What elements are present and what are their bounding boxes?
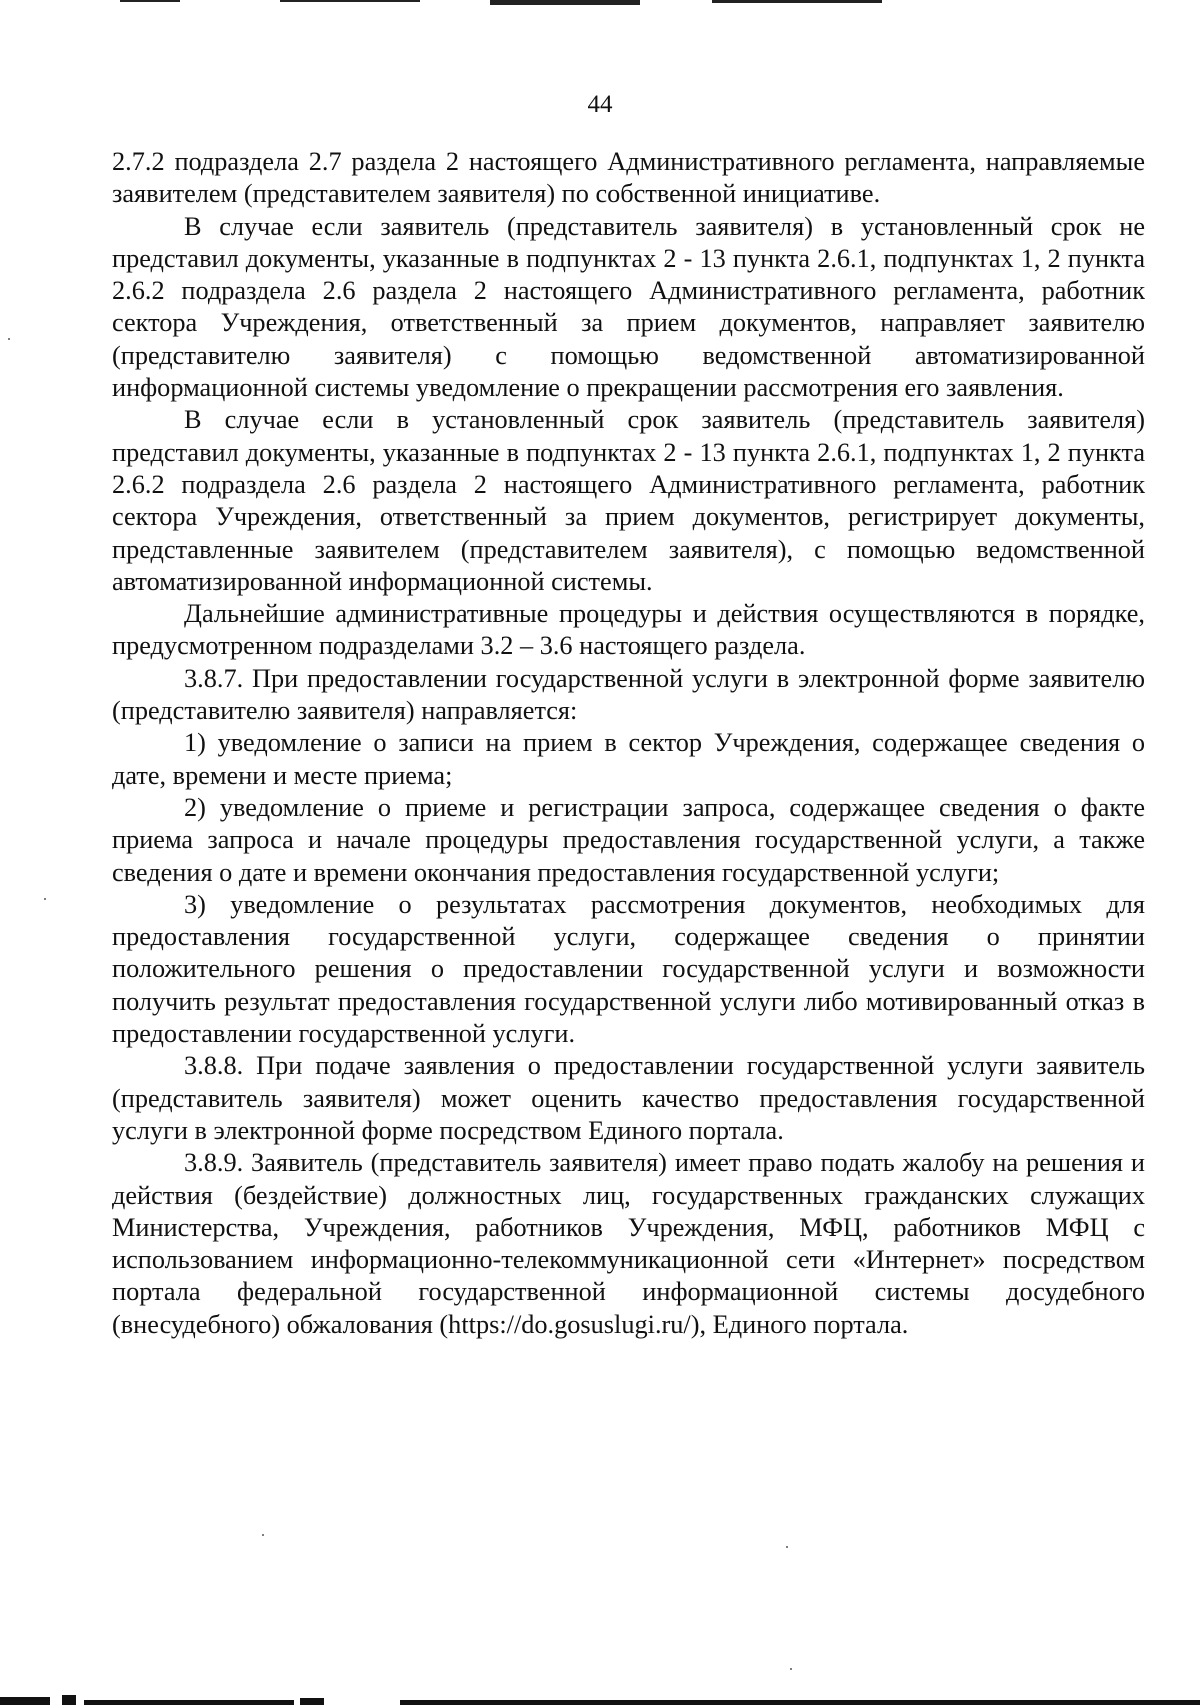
scan-speck (262, 1534, 264, 1536)
document-body (112, 146, 1145, 1341)
scan-artifact-bottom (62, 1695, 76, 1705)
scan-artifact-top (712, 0, 882, 3)
paragraph: 3.8.9. Заявитель (представитель заявителя) имеет право подать жалобу на решения и действия (бездействие) должностных лиц, государственных гражданских служащих Министерства, Учреждения, работников Учреждения, МФЦ, работников МФЦ с использованием информационно-телекоммуникационной сети «Интернет» посредством портала федеральной государственной информационной системы досудебного (внесудебного) обжалования (https://do.gosuslugi.ru/), Единого портала. (112, 1148, 1145, 1339)
paragraph: 3.8.8. При подаче заявления о предоставлении государственной услуги заявитель (представитель заявителя) может оценить качество предоставления государственной услуги в электронной форме посредством Единого портала. (112, 1051, 1145, 1145)
scan-speck (44, 898, 46, 900)
paragraph: 3) уведомление о результатах рассмотрения документов, необходимых для предоставления государственной услуги, содержащее сведения о принятии положительного решения о предоставлении государственной услуги и возможности получить результат предоставления государственной услуги либо мотивированный отказ в предоставлении государственной услуги. (112, 889, 1145, 1049)
scan-artifact-bottom (84, 1700, 294, 1705)
page-number: 44 (587, 91, 613, 118)
scan-speck (8, 338, 10, 340)
paragraph: 2.7.2 подраздела 2.7 раздела 2 настоящего Административного регламента, направляемые заявителем (представителем заявителя) по собственной инициативе. (112, 147, 1145, 209)
scan-speck (786, 1546, 788, 1548)
paragraph: В случае если в установленный срок заявитель (представитель заявителя) представил документы, указанные в подпунктах 2 - 13 пункта 2.6.1, подпунктах 1, 2 пункта 2.6.2 подраздела 2.6 раздела 2 настоящего Административного регламента, работник сектора Учреждения, ответственный за прием документов, регистрирует документы, представленные заявителем (представителем заявителя), с помощью ведомственной автоматизированной информационной системы. (112, 405, 1145, 596)
paragraph: В случае если заявитель (представитель заявителя) в установленный срок не представил документы, указанные в подпунктах 2 - 13 пункта 2.6.1, подпунктах 1, 2 пункта 2.6.2 подраздела 2.6 раздела 2 настоящего Административного регламента, работник сектора Учреждения, ответственный за прием документов, направляет заявителю (представителю заявителя) с помощью ведомственной автоматизированной информационной системы уведомление о прекращении рассмотрения его заявления. (112, 211, 1145, 403)
scan-artifact-top (490, 0, 640, 5)
scan-speck (790, 1668, 792, 1670)
scan-artifact-top (280, 0, 420, 2)
scan-artifact-bottom (0, 1697, 50, 1705)
paragraph: 1) уведомление о записи на прием в сектор Учреждения, содержащее сведения о дате, времени и месте приема; (112, 728, 1145, 790)
paragraph: 3.8.7. При предоставлении государственной услуги в электронной форме заявителю (представителю заявителя) направляется: (112, 663, 1145, 726)
scan-artifact-bottom (300, 1698, 324, 1705)
paragraph: 2) уведомление о приеме и регистрации запроса, содержащее сведения о факте приема запроса и начале процедуры предоставления государственной услуги, а также сведения о дате и времени окончания предоставления государственной услуги; (112, 792, 1145, 887)
paragraph: Дальнейшие административные процедуры и действия осуществляются в порядке, предусмотренном подразделами 3.2 – 3.6 настоящего раздела. (112, 599, 1145, 661)
scan-artifact-top (120, 0, 180, 2)
scan-artifact-bottom (400, 1700, 1200, 1705)
